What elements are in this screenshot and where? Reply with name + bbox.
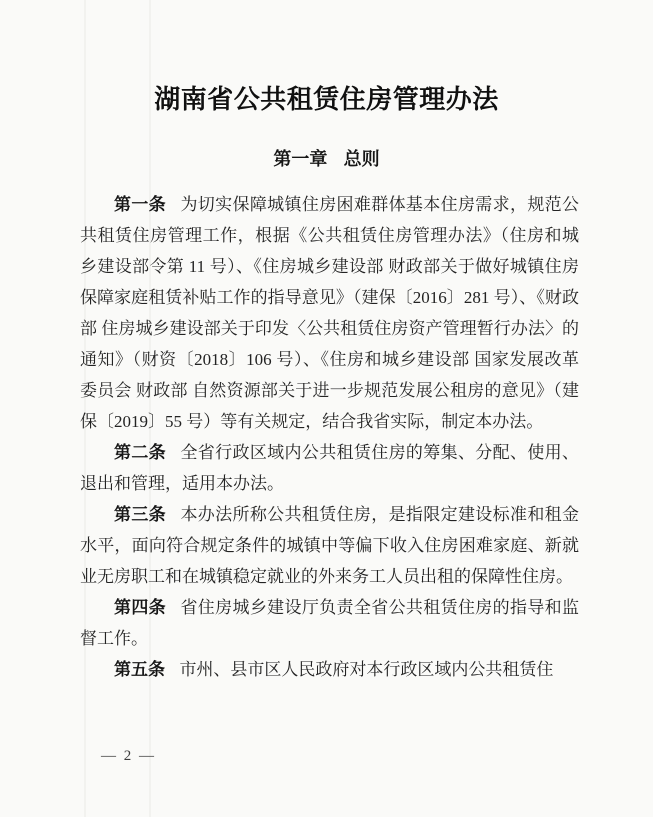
article-paragraph-3 — [80, 499, 579, 592]
chapter-title: 总则 — [343, 149, 380, 169]
chapter-heading — [0, 145, 653, 171]
article-text: 本办法所称公共租赁住房，是指限定建设标准和租金水平，面向符合规定条件的城镇中等偏下收入住房困难家庭、新就业无房职工和在城镇稳定就业的外来务工人员出租的保障性住房。 — [80, 505, 580, 586]
document-body — [80, 189, 579, 685]
article-label: 第一条 — [114, 195, 167, 214]
page-number: — 2 — — [101, 748, 156, 764]
article-label: 第三条 — [114, 505, 167, 524]
article-paragraph-4 — [80, 592, 579, 654]
article-label: 第四条 — [114, 598, 167, 617]
article-text: 为切实保障城镇住房困难群体基本住房需求，规范公共租赁住房管理工作，根据《公共租赁住房管理办法》（住房和城乡建设部令第 11 号）、《住房城乡建设部 财政部关于做好城镇住房保障家庭租赁补贴工作的指导意见》（建保〔2016〕281 号）、《财政部 住房城乡建设部关于印发〈公共租赁住房资产管理暂行办法〉的通知》（财资〔2018〕106 号）、《住房和城乡建设部 国家发展改革委员会 财政部 自然资源部关于进一步规范发展公租房的意见》（建保〔2019〕55 号）等有关规定，结合我省实际，制定本办法。 — [80, 195, 580, 431]
chapter-number: 第一章 — [273, 149, 328, 169]
article-label: 第二条 — [114, 443, 167, 462]
article-paragraph-1 — [80, 189, 579, 437]
article-text: 全省行政区域内公共租赁住房的筹集、分配、使用、退出和管理，适用本办法。 — [80, 443, 580, 493]
article-text: 市州、县市区人民政府对本行政区域内公共租赁住 — [179, 660, 554, 679]
article-paragraph-5 — [80, 654, 579, 685]
article-text: 省住房城乡建设厅负责全省公共租赁住房的指导和监督工作。 — [80, 598, 580, 648]
document-title: 湖南省公共租赁住房管理办法 — [154, 85, 499, 115]
article-paragraph-2 — [80, 437, 579, 499]
article-label: 第五条 — [114, 660, 165, 679]
